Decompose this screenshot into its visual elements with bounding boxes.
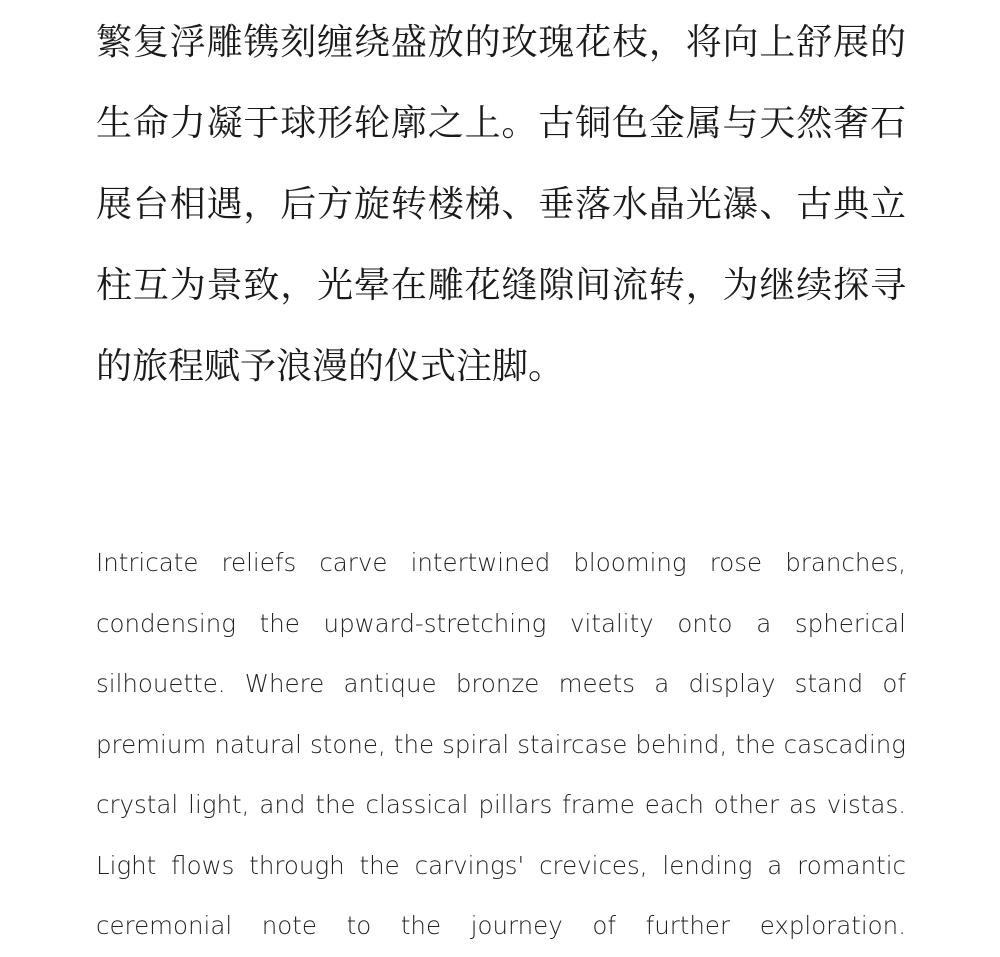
paragraph-spacer <box>96 407 906 533</box>
chinese-paragraph: 繁复浮雕镌刻缠绕盛放的玫瑰花枝，将向上舒展的生命力凝于球形轮廓之上。古铜色金属与天然奢石展台相遇，后方旋转楼梯、垂落水晶光瀑、古典立柱互为景致，光晕在雕花缝隙间流转，为继续探寻的旅程赋予浪漫的仪式注脚。 <box>96 22 906 387</box>
english-paragraph: Intricate reliefs carve intertwined blooming rose branches, condensing the upward-stretching vitality onto a spherical silhouette. Where antique bronze meets a display stand of premium natural stone, the spiral staircase behind, the cascading crystal light, and the classical pillars frame each other as vistas. Light flows through the carvings' crevices, lending a romantic ceremonial note to the journey of further exploration. <box>96 548 906 940</box>
article-body <box>96 0 906 957</box>
